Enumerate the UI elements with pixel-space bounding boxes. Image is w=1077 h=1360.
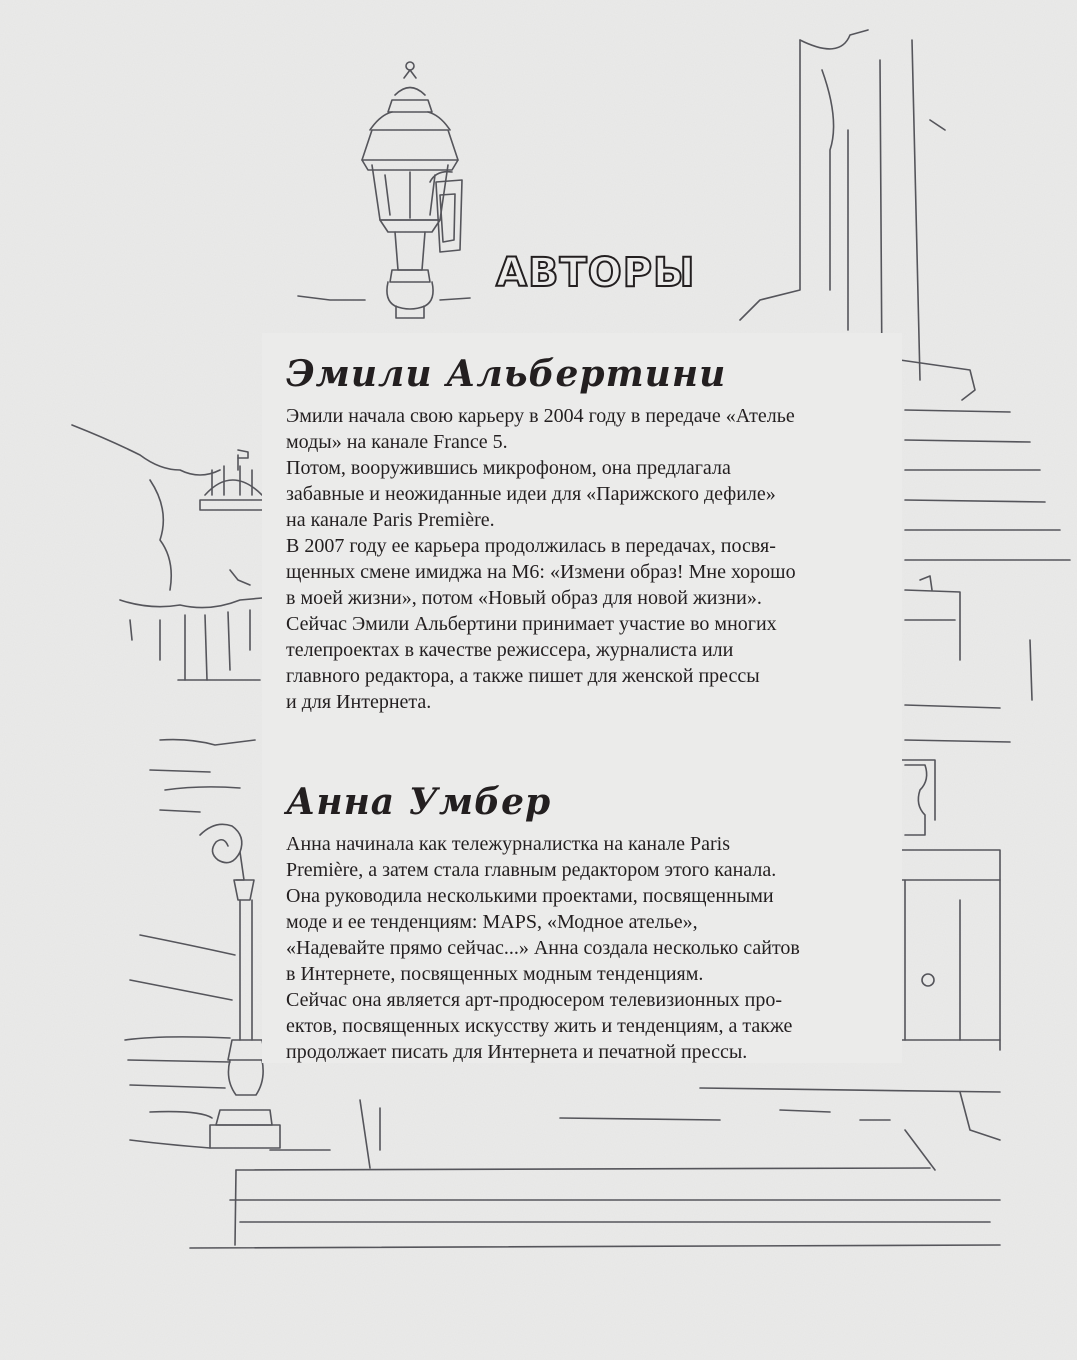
bio-line: и для Интернета. (286, 691, 432, 713)
bio-line: телепроектах в качестве режиссера, журналиста или (286, 639, 734, 661)
street-lamp-drawing (298, 62, 470, 318)
railing-and-lamppost-drawing (125, 740, 280, 1148)
bio-line: продолжает писать для Интернета и печатной прессы. (286, 1041, 748, 1063)
bio-line: В 2007 году ее карьера продолжилась в передачах, посвя- (286, 535, 776, 557)
bio-line: Эмили начала свою карьеру в 2004 году в передаче «Ателье (286, 405, 795, 427)
author-name-emily: Эмили Альбертини (286, 353, 727, 395)
bio-line: в Интернете, посвященных модным тенденциям. (286, 963, 704, 985)
bio-line: главного редактора, а также пишет для женской прессы (286, 665, 760, 687)
bio-line: Анна начинала как тележурналистка на канале Paris (286, 833, 731, 855)
page-title: АВТОРЫ (496, 250, 696, 296)
bio-line: «Надевайте прямо сейчас...» Анна создала несколько сайтов (286, 937, 800, 959)
author-bio-emily (286, 403, 886, 715)
author-bio-anna (286, 831, 886, 1065)
bio-line: Она руководила несколькими проектами, посвященными (286, 885, 774, 907)
dome-and-trees-drawing (72, 425, 266, 680)
bio-line: моды» на канале France 5. (286, 431, 508, 453)
bio-line: Потом, вооружившись микрофоном, она предлагала (286, 457, 731, 479)
bio-line: в моей жизни», потом «Новый образ для новой жизни». (286, 587, 762, 609)
bio-line: ектов, посвященных искусству жить и тенденциям, а также (286, 1015, 793, 1037)
bio-line: моде и ее тенденциям: MAPS, «Модное ателье», (286, 911, 698, 933)
steps-drawing (190, 1100, 1000, 1248)
bio-line: щенных смене имиджа на М6: «Измени образ! Мне хорошо (286, 561, 796, 583)
bio-line: Сейчас она является арт-продюсером телевизионных про- (286, 989, 783, 1011)
author-name-anna: Анна Умбер (286, 781, 552, 823)
bio-line: на канале Paris Première. (286, 509, 495, 531)
bio-line: забавные и неожиданные идеи для «Парижского дефиле» (286, 483, 776, 505)
bio-line: Première, а затем стала главным редактором этого канала. (286, 859, 777, 881)
bio-line: Сейчас Эмили Альбертини принимает участие во многих (286, 613, 777, 635)
